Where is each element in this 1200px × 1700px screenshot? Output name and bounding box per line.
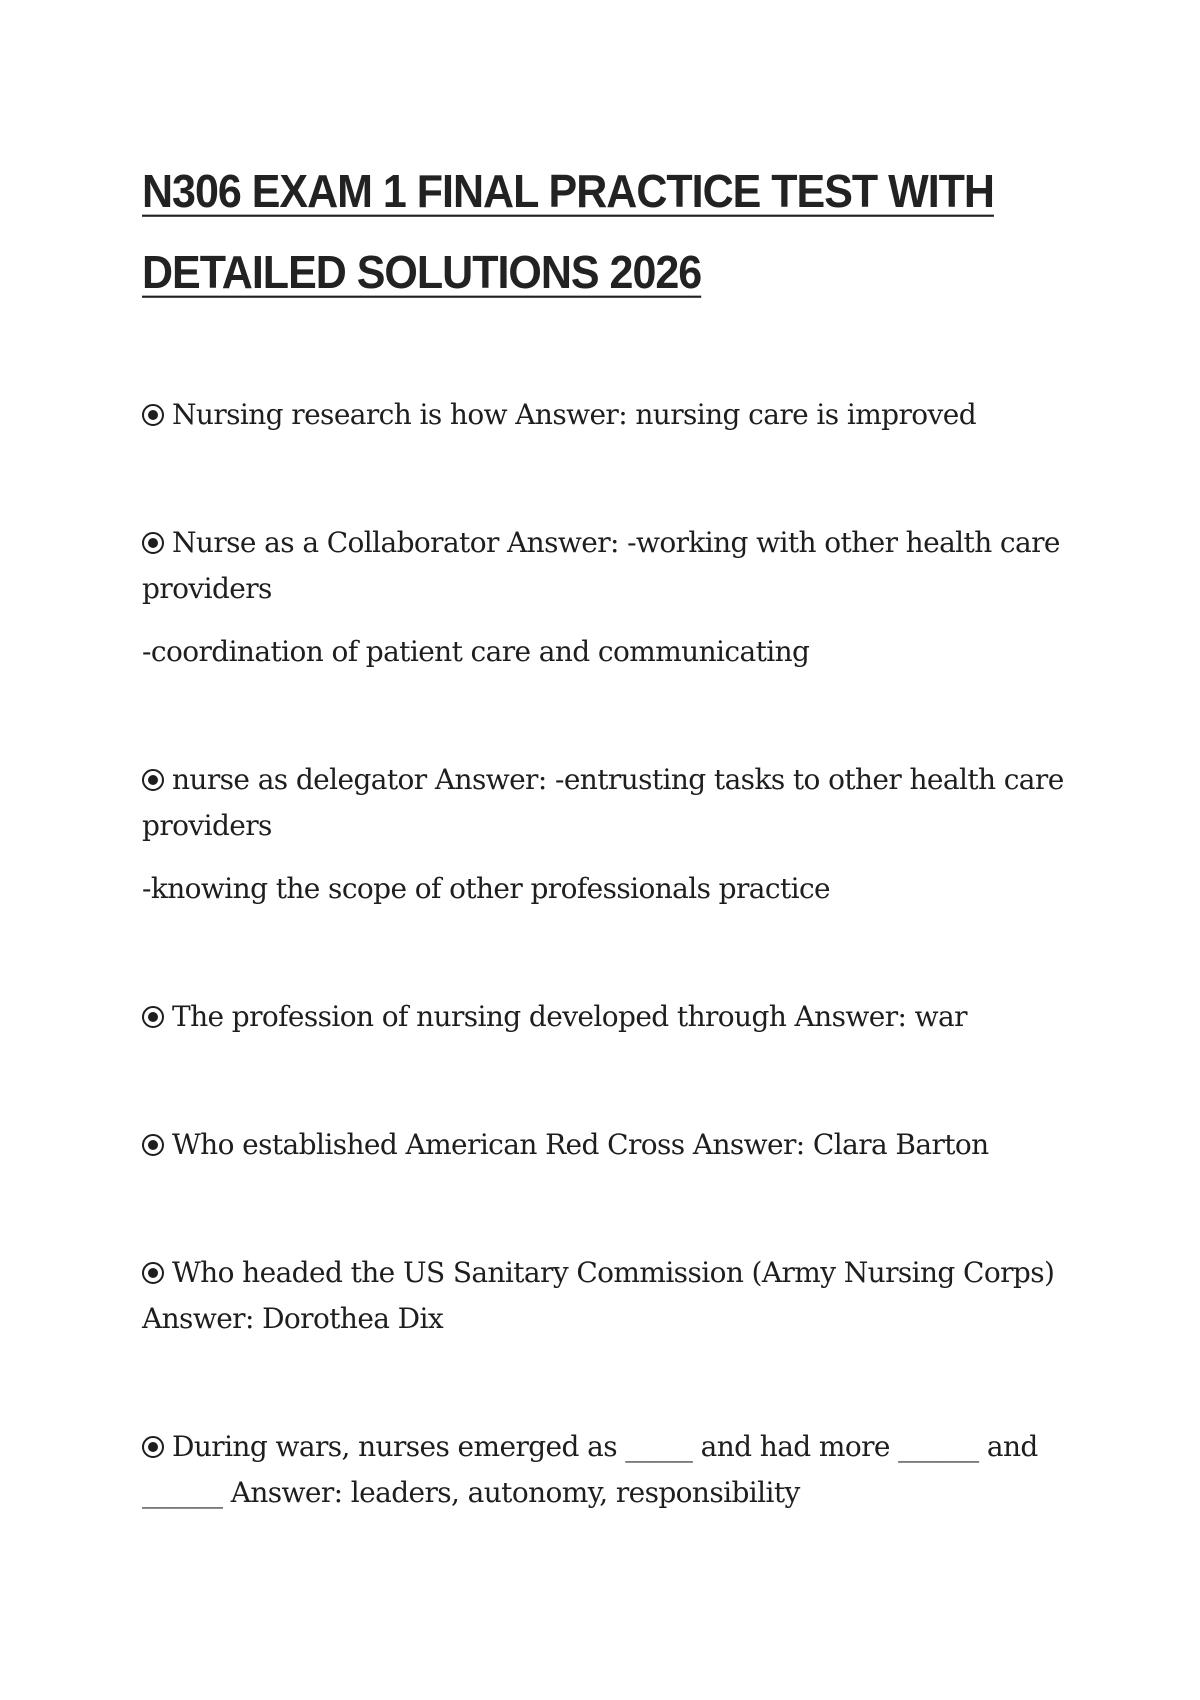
radio-bullet-icon xyxy=(142,769,164,791)
question-text: Who established American Red Cross Answer: Clara Barton xyxy=(172,1128,989,1161)
question-item-7 xyxy=(142,1424,1072,1516)
question-item-1 xyxy=(142,392,1072,438)
title-line-1: N306 EXAM 1 FINAL PRACTICE TEST WITH xyxy=(142,166,994,218)
question-text: Nurse as a Collaborator Answer: -working with other health care providers xyxy=(142,526,1060,605)
radio-bullet-icon xyxy=(142,1262,164,1284)
radio-bullet-icon xyxy=(142,1134,164,1156)
document-title xyxy=(142,152,1072,314)
question-item-5 xyxy=(142,1122,1072,1168)
question-item-3 xyxy=(142,757,1072,912)
document-page xyxy=(142,152,1072,1516)
answer-continuation: -knowing the scope of other professionals practice xyxy=(142,872,831,905)
question-list xyxy=(142,392,1072,1516)
answer-continuation: -coordination of patient care and communicating xyxy=(142,635,810,668)
radio-bullet-icon xyxy=(142,404,164,426)
question-text: Nursing research is how Answer: nursing care is improved xyxy=(172,398,977,431)
question-text: During wars, nurses emerged as _____ and had more ______ and ______ Answer: leaders, autonomy, responsibility xyxy=(142,1430,1038,1509)
title-line-2: DETAILED SOLUTIONS 2026 xyxy=(142,247,702,299)
question-item-6 xyxy=(142,1250,1072,1342)
radio-bullet-icon xyxy=(142,1006,164,1028)
radio-bullet-icon xyxy=(142,532,164,554)
question-item-4 xyxy=(142,994,1072,1040)
question-item-2 xyxy=(142,520,1072,675)
question-text: nurse as delegator Answer: -entrusting tasks to other health care providers xyxy=(142,763,1064,842)
question-text: The profession of nursing developed through Answer: war xyxy=(172,1000,967,1033)
question-text: Who headed the US Sanitary Commission (Army Nursing Corps) Answer: Dorothea Dix xyxy=(142,1256,1055,1335)
radio-bullet-icon xyxy=(142,1436,164,1458)
